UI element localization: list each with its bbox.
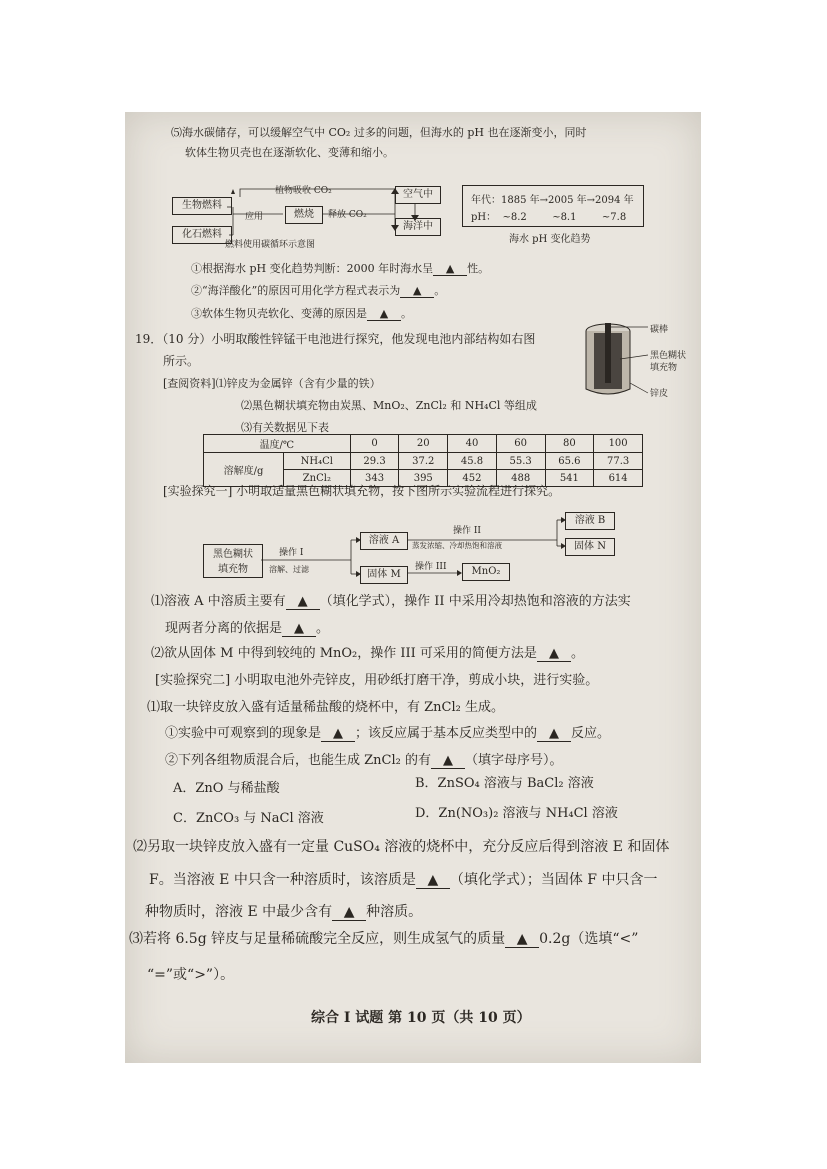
option-a[interactable]: A．ZnO 与稀盐酸 [173, 781, 280, 796]
temp-cell: 20 [399, 435, 448, 453]
temp-header: 温度/℃ [204, 435, 351, 453]
answer-blank[interactable]: ▲ [321, 726, 355, 742]
value-cell: 29.3 [350, 453, 399, 470]
carbon-rod-label: 碳棒 [650, 325, 669, 335]
row-name: ZnCl₂ [284, 470, 351, 487]
op2-desc: 蒸发浓缩、冷却热饱和溶液 [412, 541, 502, 550]
exp2-part3-line1: ⑶若将 6.5g 锌皮与足量稀硫酸完全反应，则生成氢气的质量 ▲ 0.2g（选填“<” [129, 931, 639, 947]
value-cell: 77.3 [594, 453, 643, 470]
temp-cell: 100 [594, 435, 643, 453]
fossil-fuel-box: 化石燃料 [172, 226, 232, 244]
solid-n-box: 固体 N [565, 538, 615, 556]
plant-absorb-label: 植物吸收 CO₂ [275, 186, 332, 196]
op3-label: 操作 III [415, 562, 447, 572]
exp1-intro: [实验探究一] 小明取适量黑色糊状填充物，按下图所示实验流程进行探究。 [163, 484, 561, 498]
part1-line1: ⑴溶液 A 中溶质主要有 ▲ （填化学式），操作 II 中采用冷却热饱和溶液的方法实 [151, 594, 631, 609]
temp-cell: 60 [496, 435, 545, 453]
ph-value-row: pH： ~8.2 ~8.1 ~7.8 [471, 212, 627, 223]
filler-label-1: 黑色糊状 [650, 351, 687, 361]
exp2-part2-line3: 种物质时，溶液 E 中最少含有 ▲ 种溶质。 [145, 904, 423, 920]
air-box: 空气中 [395, 186, 441, 204]
value-cell: 55.3 [496, 453, 545, 470]
ph-year-row: 年代：1885 年→2005 年→2094 年 [471, 195, 634, 206]
answer-blank[interactable]: ▲ [537, 646, 571, 662]
row-name: NH₄Cl [284, 453, 351, 470]
q5-line1: ⑸海水碳储存，可以缓解空气中 CO₂ 过多的问题，但海水的 pH 也在逐渐变小，同时 [171, 126, 587, 139]
ref-2: ⑵黑色糊状填充物由炭黑、MnO₂、ZnCl₂ 和 NH₄Cl 等组成 [241, 399, 537, 412]
filler-label-2: 填充物 [650, 363, 678, 373]
solution-a-box: 溶液 A [360, 532, 408, 550]
apply-label: 应用 [245, 212, 264, 222]
value-cell: 395 [399, 470, 448, 487]
solubility-table [203, 434, 643, 487]
answer-blank[interactable]: ▲ [431, 753, 465, 769]
ph-trend-box [462, 185, 644, 227]
answer-blank[interactable]: ▲ [367, 307, 401, 321]
exp2-part2-line1: ⑵另取一块锌皮放入盛有一定量 CuSO₄ 溶液的烧杯中，充分反应后得到溶液 E 和固体 [133, 839, 670, 855]
exp2-part3-line2: “=”或“>”）。 [147, 967, 235, 983]
temp-cell: 0 [350, 435, 399, 453]
answer-blank[interactable]: ▲ [505, 931, 539, 948]
flow-arrows [261, 510, 571, 585]
answer-blank[interactable]: ▲ [286, 594, 320, 610]
release-label: 释放 CO₂ [328, 210, 367, 220]
q5-sub3: ③软体生物贝壳软化、变薄的原因是 ▲ 。 [191, 307, 412, 320]
solution-b-box: 溶液 B [565, 512, 615, 530]
exp2-part1-2: ②下列各组物质混合后，也能生成 ZnCl₂ 的有 ▲ （填字母序号）。 [165, 753, 563, 768]
op1-desc: 溶解、过滤 [269, 565, 309, 574]
op2-label: 操作 II [453, 526, 481, 536]
exp2-part1: ⑴取一块锌皮放入盛有适量稀盐酸的烧杯中，有 ZnCl₂ 生成。 [147, 700, 504, 715]
value-cell: 45.8 [448, 453, 497, 470]
part1-line2: 现两者分离的依据是 ▲ 。 [165, 621, 330, 636]
exp2-intro: [实验探究二] 小明取电池外壳锌皮，用砂纸打磨干净，剪成小块，进行实验。 [155, 673, 599, 688]
answer-blank[interactable]: ▲ [433, 262, 467, 276]
q5-line2: 软体生物贝壳也在逐渐软化、变薄和缩小。 [185, 146, 394, 159]
exp2-part1-1: ①实验中可观察到的现象是 ▲ ；该反应属于基本反应类型中的 ▲ 反应。 [165, 726, 611, 741]
value-cell: 65.6 [545, 453, 594, 470]
battery-illustration [580, 319, 695, 409]
q19-heading-cont: 所示。 [163, 354, 200, 368]
solubility-header: 溶解度/g [204, 453, 284, 487]
solid-m-box: 固体 M [360, 566, 408, 584]
value-cell: 452 [448, 470, 497, 487]
q5-sub2: ②“海洋酸化”的原因可用化学方程式表示为 ▲ 。 [191, 284, 446, 297]
answer-blank[interactable]: ▲ [332, 904, 366, 921]
part2-line: ⑵欲从固体 M 中得到较纯的 MnO₂，操作 III 可采用的简便方法是 ▲ 。 [151, 646, 584, 661]
cycle-caption: 燃料使用碳循环示意图 [225, 240, 316, 250]
ref-3: ⑶有关数据见下表 [241, 421, 329, 434]
scanned-page [125, 112, 701, 1063]
burn-box: 燃烧 [285, 206, 323, 224]
option-c[interactable]: C．ZnCO₃ 与 NaCl 溶液 [173, 811, 324, 826]
answer-blank[interactable]: ▲ [416, 872, 450, 889]
value-cell: 488 [496, 470, 545, 487]
page-footer: 综合 I 试题 第 10 页（共 10 页） [311, 1010, 531, 1026]
exp2-part2-line2: F。当溶液 E 中只含一种溶质时，该溶质是 ▲ （填化学式）；当固体 F 中只含一 [149, 872, 658, 888]
value-cell: 343 [350, 470, 399, 487]
answer-blank[interactable]: ▲ [282, 621, 316, 637]
cycle-arrows [165, 177, 455, 252]
ref-1: [查阅资料]⑴锌皮为金属锌（含有少量的铁） [163, 377, 381, 390]
temp-cell: 80 [545, 435, 594, 453]
ph-trend-caption: 海水 pH 变化趋势 [509, 234, 591, 245]
option-d[interactable]: D．Zn(NO₃)₂ 溶液与 NH₄Cl 溶液 [415, 806, 618, 821]
start-box: 黑色糊状 填充物 [203, 544, 263, 578]
op1-label: 操作 I [279, 548, 304, 558]
value-cell: 37.2 [399, 453, 448, 470]
biofuel-box: 生物燃料 [172, 197, 232, 215]
zinc-shell-label: 锌皮 [650, 389, 669, 399]
q5-sub1: ①根据海水 pH 变化趋势判断：2000 年时海水呈 ▲ 性。 [191, 262, 490, 275]
answer-blank[interactable]: ▲ [537, 726, 571, 742]
value-cell: 614 [594, 470, 643, 487]
option-b[interactable]: B．ZnSO₄ 溶液与 BaCl₂ 溶液 [415, 776, 594, 791]
table-row [204, 435, 643, 453]
q19-heading: 19．（10 分）小明取酸性锌锰干电池进行探究，他发现电池内部结构如右图 [135, 332, 536, 346]
answer-blank[interactable]: ▲ [400, 284, 434, 298]
value-cell: 541 [545, 470, 594, 487]
ocean-box: 海洋中 [395, 218, 441, 236]
temp-cell: 40 [448, 435, 497, 453]
mno2-box: MnO₂ [462, 563, 510, 581]
table-row [204, 453, 643, 470]
